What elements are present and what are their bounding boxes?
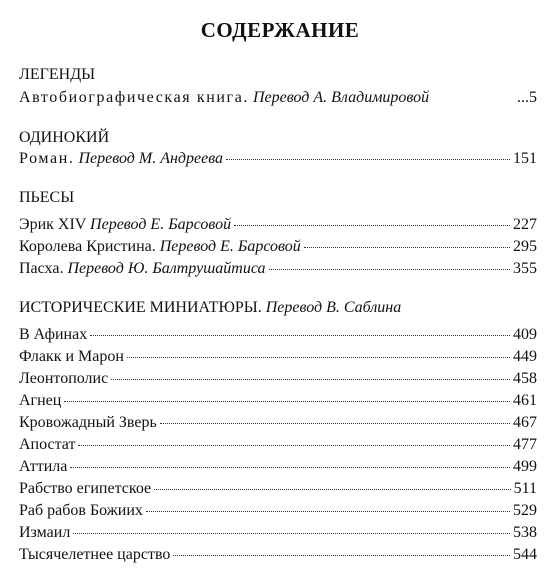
entry-page-number: 458 bbox=[513, 370, 537, 387]
entry-translator: Перевод Е. Барсовой bbox=[159, 238, 301, 255]
toc-entry bbox=[19, 369, 537, 389]
entry-page-number: 467 bbox=[513, 414, 537, 431]
section-heading-text: ЛЕГЕНДЫ bbox=[19, 66, 96, 83]
toc-entry bbox=[19, 501, 537, 521]
entry-title: Роман. bbox=[19, 150, 75, 167]
leader-dots bbox=[269, 269, 510, 270]
entry-title: Тысячелетнее царство bbox=[19, 546, 171, 563]
leader-dots bbox=[111, 379, 510, 380]
leader-dots bbox=[234, 225, 510, 226]
leader-dots bbox=[127, 357, 510, 358]
entry-page-number: 511 bbox=[513, 480, 537, 497]
toc-entry bbox=[19, 347, 537, 367]
entry-title: Раб рабов Божиих bbox=[19, 502, 143, 519]
entry-title: Апостат bbox=[19, 436, 76, 453]
entry-title: Королева Кристина. bbox=[19, 238, 156, 255]
entry-translator: Перевод А. Владимировой bbox=[253, 89, 430, 106]
entry-title: Пасха. bbox=[19, 260, 64, 277]
leader-dots bbox=[226, 159, 510, 160]
section-heading-legends bbox=[19, 66, 95, 84]
toc-entry bbox=[19, 149, 537, 169]
section-heading-lonely bbox=[19, 129, 109, 147]
toc-entry bbox=[19, 479, 537, 499]
entry-title: Кровожадный Зверь bbox=[19, 414, 157, 431]
toc-entry bbox=[19, 88, 537, 108]
toc-entry bbox=[19, 237, 537, 257]
entry-page-number: 355 bbox=[513, 260, 537, 277]
toc-entry bbox=[19, 215, 537, 235]
toc-entry bbox=[19, 523, 537, 543]
entry-title: Флакк и Марон bbox=[19, 348, 124, 365]
entry-title: Измаил bbox=[19, 524, 71, 541]
entry-translator: Перевод М. Андреева bbox=[78, 150, 224, 167]
entry-page-number: 449 bbox=[513, 348, 537, 365]
toc-entry bbox=[19, 435, 537, 455]
toc-entry bbox=[19, 457, 537, 477]
leader-dots bbox=[78, 445, 510, 446]
leader-dots bbox=[304, 247, 510, 248]
section-heading-historical-miniatures bbox=[19, 299, 401, 317]
section-heading-translator: Перевод В. Саблина bbox=[265, 299, 402, 316]
section-heading-text: ОДИНОКИЙ bbox=[19, 129, 110, 146]
entry-title: Леонтополис bbox=[19, 370, 109, 387]
entry-page-number: 295 bbox=[513, 238, 537, 255]
entry-page-number: 5 bbox=[529, 89, 537, 106]
leader-dots bbox=[173, 555, 510, 556]
entry-title: Аттила bbox=[19, 458, 68, 475]
page-title: СОДЕРЖАНИЕ bbox=[200, 18, 360, 42]
entry-page-number: 538 bbox=[513, 524, 537, 541]
entry-page-number: 499 bbox=[513, 458, 537, 475]
leader-dots bbox=[73, 533, 510, 534]
toc-entry bbox=[19, 391, 537, 411]
section-heading-text: ПЬЕСЫ bbox=[19, 189, 75, 206]
leader-dots bbox=[154, 489, 510, 490]
section-heading-text: ИСТОРИЧЕСКИЕ МИНИАТЮРЫ. bbox=[19, 299, 262, 316]
entry-title: Рабство египетское bbox=[19, 480, 152, 497]
entry-page-number: 227 bbox=[513, 216, 537, 233]
toc-entry bbox=[19, 259, 537, 279]
entry-title: В Афинах bbox=[19, 326, 88, 343]
section-heading-plays bbox=[19, 189, 74, 207]
toc-entry bbox=[19, 545, 537, 565]
entry-title: Автобиографическая книга. bbox=[19, 89, 249, 106]
entry-translator: Перевод Е. Барсовой bbox=[90, 216, 232, 233]
leader-dots bbox=[70, 467, 510, 468]
leader-dots bbox=[160, 423, 510, 424]
entry-translator: Перевод Ю. Балтрушайтиса bbox=[67, 260, 266, 277]
entry-title: Эрик XIV bbox=[19, 216, 87, 233]
entry-page-number: 409 bbox=[513, 326, 537, 343]
entry-page-number: 544 bbox=[513, 546, 537, 563]
toc-entry bbox=[19, 325, 537, 345]
toc-entry bbox=[19, 413, 537, 433]
entry-page-number: 477 bbox=[513, 436, 537, 453]
entry-page-number: 461 bbox=[513, 392, 537, 409]
entry-page-number: 529 bbox=[513, 502, 537, 519]
entry-title: Агнец bbox=[19, 392, 62, 409]
entry-leader-dots: ... bbox=[517, 89, 529, 106]
leader-dots bbox=[90, 335, 510, 336]
leader-dots bbox=[64, 401, 510, 402]
entry-page-number: 151 bbox=[513, 150, 537, 167]
leader-dots bbox=[146, 511, 510, 512]
